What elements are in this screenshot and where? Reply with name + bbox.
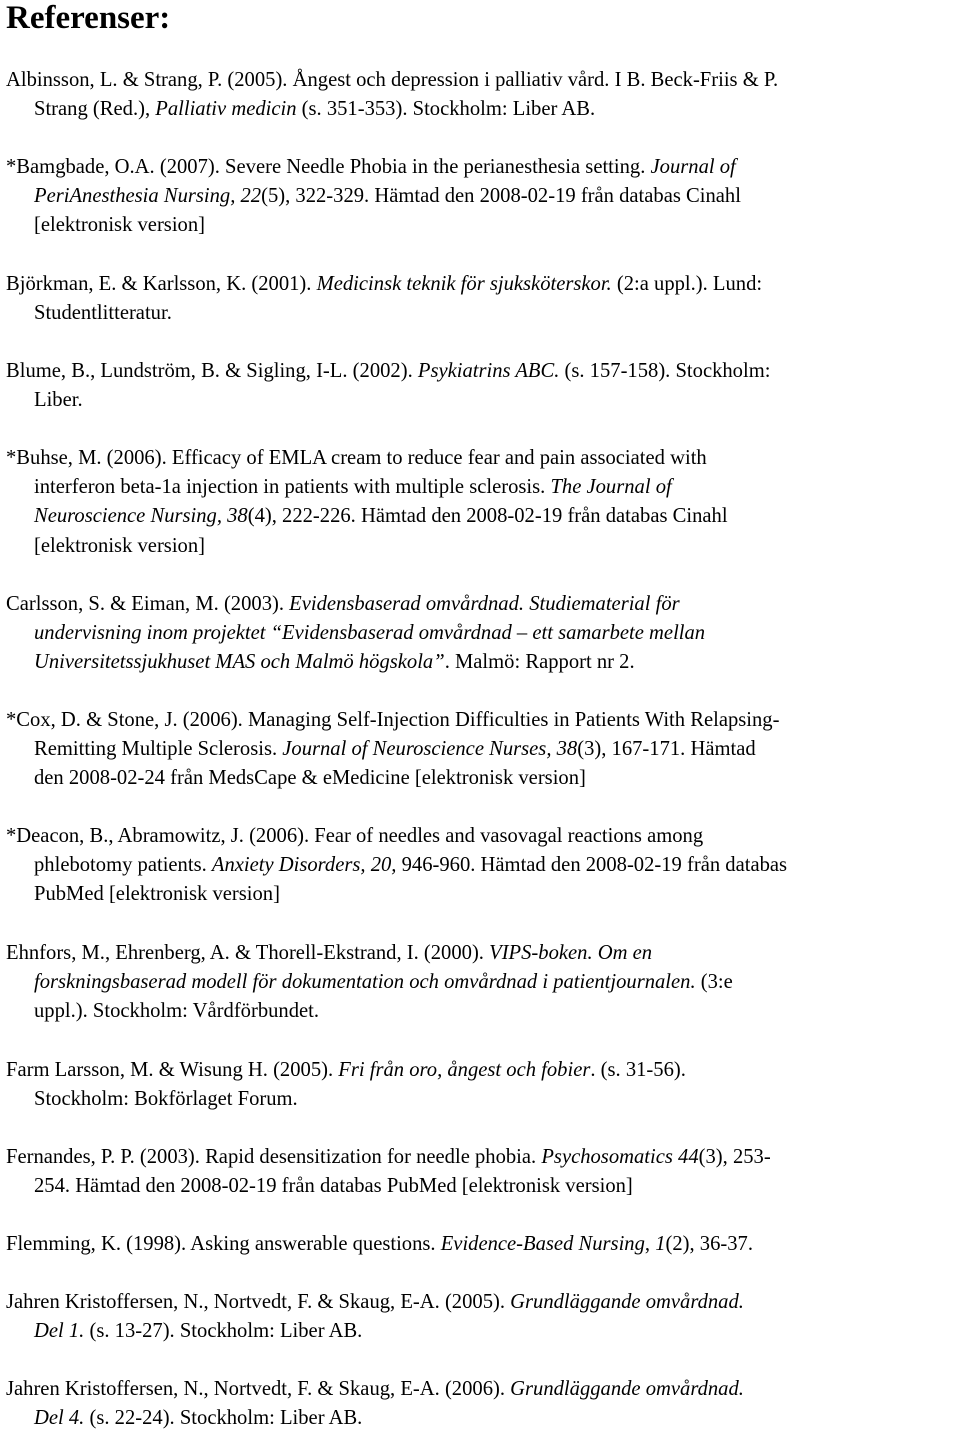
text-run: (3:e xyxy=(695,971,733,994)
reference-jahren-kristoffersen-2006 xyxy=(6,1375,950,1433)
text-run: (s. 22-24). Stockholm: Liber AB. xyxy=(84,1407,363,1430)
text-run: (4), 222-226. Hämtad den 2008-02-19 från databas Cinahl xyxy=(247,505,728,528)
text-run: , xyxy=(644,1233,656,1255)
reference-line xyxy=(6,1404,950,1433)
italic-text: Grundläggande omvårdnad. xyxy=(510,1291,744,1313)
text-run: (s. 351-353). Stockholm: Liber AB. xyxy=(296,98,596,121)
italic-text: Psychosomatics 44 xyxy=(541,1146,699,1168)
text-run: Fernandes, P. P. (2003). Rapid desensitization for needle phobia. xyxy=(6,1146,542,1168)
reference-line xyxy=(6,153,950,182)
italic-text: Grundläggande omvårdnad. xyxy=(510,1378,744,1400)
text-run: (2), 36-37. xyxy=(665,1233,753,1255)
reference-line xyxy=(6,822,950,851)
italic-text: Psykiatrins ABC. xyxy=(417,360,560,382)
reference-line xyxy=(6,706,950,735)
italic-text: Palliativ medicin xyxy=(155,98,297,121)
reference-line xyxy=(6,764,950,793)
reference-buhse-2006 xyxy=(6,444,950,561)
reference-line xyxy=(6,939,950,968)
reference-bamgbade-2007 xyxy=(6,153,950,241)
reference-line xyxy=(6,270,950,299)
text-run: Albinsson, L. & Strang, P. (2005). Ångest och depression i palliativ vård. I B. Beck-Friis & P. xyxy=(6,69,779,91)
text-run: (3), 253- xyxy=(698,1146,771,1168)
italic-text: Fri från oro, ångest och fobier xyxy=(338,1059,591,1081)
text-run: . (s. 31-56). xyxy=(590,1059,686,1081)
reference-line xyxy=(6,851,950,880)
italic-text: Del 4. xyxy=(34,1407,85,1430)
reference-line xyxy=(6,66,950,95)
reference-deacon-2006 xyxy=(6,822,950,910)
reference-line xyxy=(6,357,950,386)
reference-flemming-1998 xyxy=(6,1230,950,1259)
reference-line xyxy=(6,532,950,561)
reference-line xyxy=(6,182,950,211)
italic-text: forskningsbaserad modell för dokumentation och omvårdnad i patientjournalen. xyxy=(34,971,696,994)
text-run: Strang (Red.), xyxy=(34,98,156,121)
reference-line xyxy=(6,648,950,677)
reference-line xyxy=(6,1375,950,1404)
text-run: (s. 157-158). Stockholm: xyxy=(559,360,771,382)
reference-carlsson-2003 xyxy=(6,590,950,678)
text-run: Carlsson, S. & Eiman, M. (2003). xyxy=(6,593,290,615)
reference-fernandes-2003 xyxy=(6,1143,950,1201)
text-run: Björkman, E. & Karlsson, K. (2001). xyxy=(6,273,317,295)
text-run: (3), 167-171. Hämtad xyxy=(577,738,756,761)
text-run: Liber. xyxy=(34,389,83,412)
italic-text: Evidence-Based Nursing xyxy=(440,1233,645,1255)
italic-text: Medicinsk teknik för sjuksköterskor. xyxy=(316,273,612,295)
italic-text: VIPS-boken. Om en xyxy=(489,942,653,964)
text-run: Jahren Kristoffersen, N., Nortvedt, F. & Skaug, E-A. (2006). xyxy=(6,1378,511,1400)
text-run: 946-960. Hämtad den 2008-02-19 från databas xyxy=(396,854,788,877)
text-run: Blume, B., Lundström, B. & Sigling, I-L. (2002). xyxy=(6,360,418,382)
text-run: *Deacon, B., Abramowitz, J. (2006). Fear of needles and vasovagal reactions among xyxy=(6,825,704,847)
reference-cox-2006 xyxy=(6,706,950,794)
italic-text: Del 1. xyxy=(34,1320,85,1343)
text-run: [elektronisk version] xyxy=(34,214,205,237)
reference-line xyxy=(6,1085,950,1114)
text-run: *Cox, D. & Stone, J. (2006). Managing Self-Injection Difficulties in Patients With Relapsing- xyxy=(6,709,780,731)
reference-line xyxy=(6,1143,950,1172)
reference-line xyxy=(6,1056,950,1085)
text-run: PubMed [elektronisk version] xyxy=(34,883,280,906)
reference-line xyxy=(6,502,950,531)
reference-line xyxy=(6,386,950,415)
reference-bjorkman-2001 xyxy=(6,270,950,328)
text-run: Jahren Kristoffersen, N., Nortvedt, F. & Skaug, E-A. (2005). xyxy=(6,1291,511,1313)
italic-text: Neuroscience Nursing, 38 xyxy=(34,505,248,528)
text-run: 254. Hämtad den 2008-02-19 från databas PubMed [elektronisk version] xyxy=(34,1175,633,1198)
reference-line xyxy=(6,590,950,619)
reference-line xyxy=(6,1172,950,1201)
reference-line xyxy=(6,619,950,648)
reference-blume-2002 xyxy=(6,357,950,415)
text-run: [elektronisk version] xyxy=(34,534,205,557)
reference-line xyxy=(6,735,950,764)
reference-line xyxy=(6,444,950,473)
italic-text: 1 xyxy=(655,1233,666,1255)
text-run: Flemming, K. (1998). Asking answerable questions. xyxy=(6,1233,441,1255)
text-run: (5), 322-329. Hämtad den 2008-02-19 från databas Cinahl xyxy=(261,185,741,208)
text-run: den 2008-02-24 från MedsCape & eMedicine [elektronisk version] xyxy=(34,767,586,790)
reference-line xyxy=(6,299,950,328)
reference-line xyxy=(6,211,950,240)
text-run: uppl.). Stockholm: Vårdförbundet. xyxy=(34,1000,320,1023)
reference-line xyxy=(6,1230,950,1259)
text-run: Stockholm: Bokförlaget Forum. xyxy=(34,1088,298,1111)
reference-line xyxy=(6,968,950,997)
text-run: *Bamgbade, O.A. (2007). Severe Needle Phobia in the perianesthesia setting. xyxy=(6,156,651,178)
text-run: phlebotomy patients. xyxy=(34,854,212,877)
italic-text: Evidensbaserad omvårdnad. Studiematerial för xyxy=(289,593,680,615)
italic-text: undervisning inom projektet “Evidensbaserad omvårdnad – ett samarbete mellan xyxy=(34,622,706,645)
reference-ehnfors-2000 xyxy=(6,939,950,1027)
text-run: Remitting Multiple Sclerosis. xyxy=(34,738,283,761)
reference-line xyxy=(6,95,950,124)
italic-text: Anxiety Disorders, 20, xyxy=(211,854,397,877)
reference-jahren-kristoffersen-2005 xyxy=(6,1288,950,1346)
reference-line xyxy=(6,1288,950,1317)
italic-text: The Journal of xyxy=(550,476,672,499)
reference-farm-larsson-2005 xyxy=(6,1056,950,1114)
text-run: (s. 13-27). Stockholm: Liber AB. xyxy=(84,1320,363,1343)
text-run: . Malmö: Rapport nr 2. xyxy=(444,651,635,674)
reference-line xyxy=(6,997,950,1026)
reference-line xyxy=(6,473,950,502)
italic-text: Journal of xyxy=(650,156,736,178)
text-run: (2:a uppl.). Lund: xyxy=(611,273,763,295)
italic-text: Universitetssjukhuset MAS och Malmö högskola” xyxy=(34,651,445,674)
reference-line xyxy=(6,880,950,909)
reference-line xyxy=(6,1317,950,1346)
text-run: Farm Larsson, M. & Wisung H. (2005). xyxy=(6,1059,339,1081)
text-run: Ehnfors, M., Ehrenberg, A. & Thorell-Ekstrand, I. (2000). xyxy=(6,942,490,964)
italic-text: PeriAnesthesia Nursing, 22 xyxy=(34,185,262,208)
text-run: Studentlitteratur. xyxy=(34,302,172,325)
text-run: *Buhse, M. (2006). Efficacy of EMLA cream to reduce fear and pain associated with xyxy=(6,447,707,469)
italic-text: Journal of Neuroscience Nurses, 38 xyxy=(282,738,578,761)
reference-albinsson-2005 xyxy=(6,66,950,124)
text-run: interferon beta-1a injection in patients with multiple sclerosis. xyxy=(34,476,551,499)
references-heading: Referenser: xyxy=(6,0,171,36)
